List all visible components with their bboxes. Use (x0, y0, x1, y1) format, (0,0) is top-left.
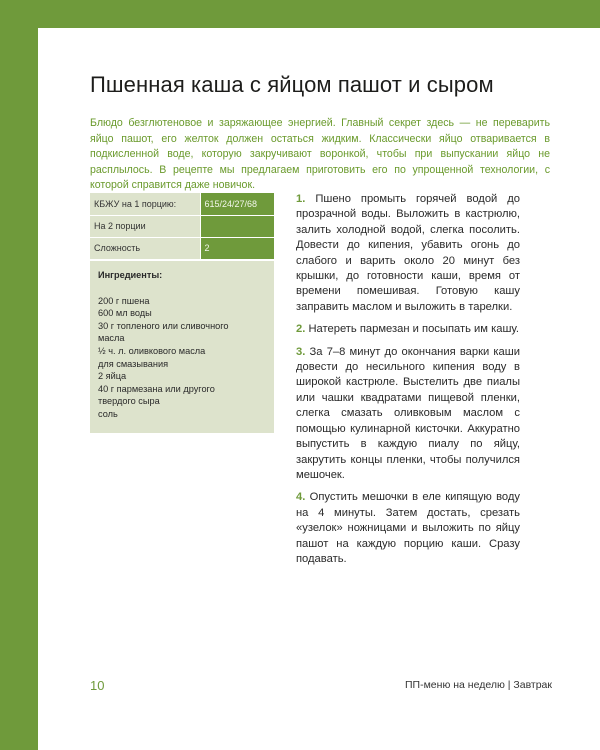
step-number: 2. (296, 323, 306, 336)
recipe-intro: Блюдо безглютеновое и заряжающее энергией. Главный секрет здесь — не переварить яйцо пашот, его желток должен остаться жидким. Классически яйцо отваривается в подкисленной воде, которую закручивают воронкой, чтобы при выпускании яйцо не расплылось. В рецепте мы предлагаем приготовить его по упрощенной технологии, с которой справится даже новичок. (90, 117, 550, 192)
step (296, 192, 520, 315)
ingredients-panel (90, 261, 274, 433)
ingredient-line: 30 г топленого или сливочного (98, 320, 229, 331)
step (296, 345, 520, 484)
nutrition-value (200, 215, 274, 237)
ingredient-line: для смазывания (98, 358, 169, 369)
nutrition-label: КБЖУ на 1 порцию: (90, 193, 200, 215)
nutrition-label: Сложность (90, 237, 200, 259)
nutrition-label: На 2 порции (90, 215, 200, 237)
ingredient-line: 2 яйца (98, 371, 127, 382)
nutrition-value: 2 (200, 237, 274, 259)
ingredient-line: масла (98, 333, 125, 344)
page-number: 10 (90, 678, 105, 693)
nutrition-row (90, 215, 274, 237)
step (296, 490, 520, 567)
nutrition-row (90, 237, 274, 259)
ingredient-line: ½ ч. л. оливкового масла (98, 345, 206, 356)
steps-list (296, 192, 520, 574)
ingredients-title: Ингредиенты: (98, 270, 163, 280)
step-text: Опустить мешочки в еле кипящую воду на 4 минуты. Затем достать, срезать «узелок» ножницами и выложить по яйцу пашот на каждую порцию каши. Сразу подавать. (296, 491, 521, 565)
ingredient-line: 600 мл воды (98, 308, 152, 319)
nutrition-table (90, 193, 274, 260)
step-number: 3. (296, 345, 306, 358)
ingredient-line: 40 г пармезана или другого (98, 383, 215, 394)
step-text: За 7–8 минут до окончания варки каши довести до несильного кипения воду в широкой кастрюле. Выстелить две пиалы или чашки квадратами пищевой пленки, слегка смазать оливковым маслом с помощью кулинарной кисточки. Аккуратно выпустить в каждую пиалу по яйцу, закрутить концы пленки, чтобы получился мешочек. (296, 345, 520, 481)
ingredient-line: твердого сыра (98, 396, 160, 407)
step-text: Пшено промыть горячей водой до прозрачной воды. Выложить в кастрюлю, залить холодной водой, слегка посолить. Довести до кипения, убавить огонь до слабого и варить около 20 минут без крышки, до готовности каши, время от времени помешивая. Готовую кашу заправить маслом и выложить в тарелки. (296, 193, 521, 313)
nutrition-value: 615/24/27/68 (200, 193, 274, 215)
ingredient-line: 200 г пшена (98, 295, 150, 306)
running-title: ПП-меню на неделю | Завтрак (405, 679, 552, 691)
step-number: 4. (296, 491, 306, 504)
step (296, 322, 520, 337)
ingredient-line: соль (98, 408, 118, 419)
step-text: Натереть пармезан и посыпать им кашу. (308, 323, 520, 336)
recipe-title: Пшенная каша с яйцом пашот и сыром (90, 72, 494, 97)
step-number: 1. (296, 193, 306, 205)
nutrition-row (90, 193, 274, 215)
page (38, 28, 600, 750)
